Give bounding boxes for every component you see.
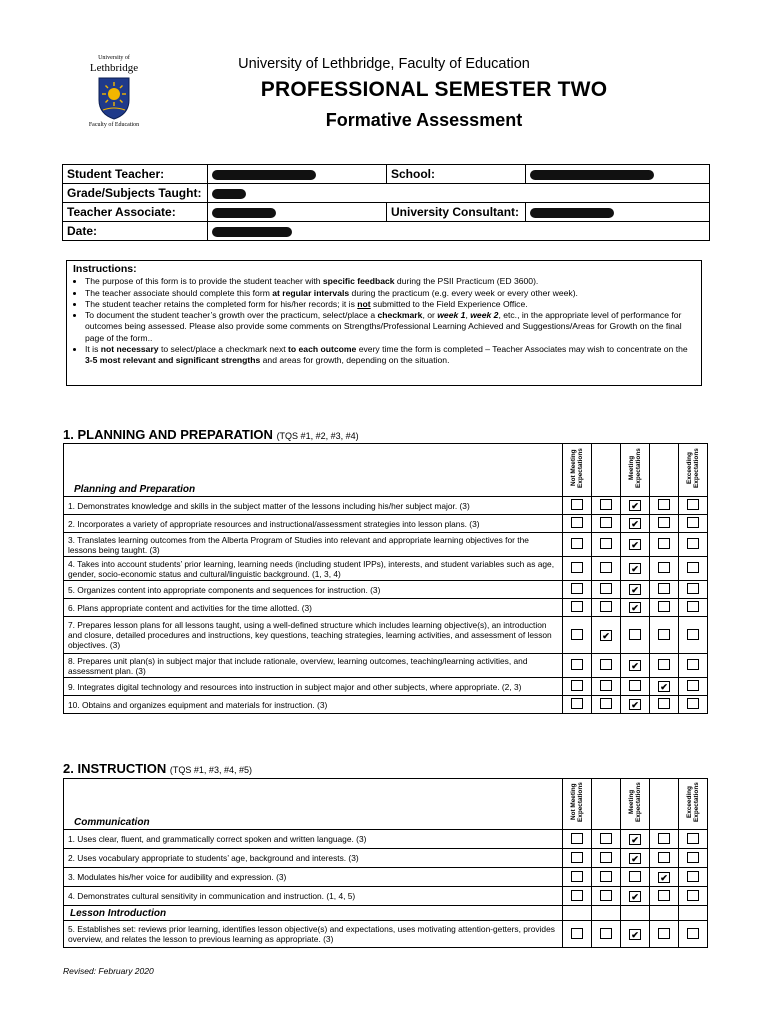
instruction-text: , — [465, 310, 471, 321]
rating-cell — [679, 557, 708, 581]
rating-cell — [679, 696, 708, 714]
instruction-text: to select/place a checkmark next — [158, 344, 289, 355]
rating-checkbox[interactable] — [571, 928, 583, 939]
date-value[interactable] — [208, 222, 710, 241]
instruction-text: The purpose of this form is to provide the student teacher with — [85, 276, 323, 287]
rating-checkbox[interactable] — [600, 562, 612, 573]
rating-checkbox[interactable] — [571, 871, 583, 882]
rating-cell — [650, 868, 679, 887]
rating-checkbox[interactable] — [600, 852, 612, 863]
column-header-text: Exceeding Expectations — [686, 782, 700, 822]
criterion-text: 4. Takes into account students’ prior learning, learning needs (including student IPPs), interests, and student variables such as age, gender, socio-economic status and cultural/linguistic background. (1, 3, 4) — [64, 557, 563, 581]
logo-text-lethbridge: Lethbridge — [89, 62, 139, 74]
rating-checkbox-checked[interactable]: ✔ — [629, 660, 641, 671]
criterion-text: 5. Establishes set: reviews prior learning, identifies lesson objective(s) and expectations, uses motivating attention-getters, provides overview, and relates the lesson to previous learning as appropriate. (3) — [64, 921, 563, 948]
rating-cell — [679, 533, 708, 557]
rating-cell — [650, 654, 679, 678]
column-header-blank — [650, 444, 679, 497]
column-header-exceeding — [679, 444, 708, 497]
rating-checkbox-checked[interactable]: ✔ — [658, 681, 670, 692]
table-row — [64, 497, 708, 515]
criterion-text: 7. Prepares lesson plans for all lessons taught, using a well-defined structure which includes learning objective(s), an introduction and closure, detailed procedures and instructions, key questions, teaching strategies, learning activities, and assessment of lesson objectives. (3) — [64, 617, 563, 654]
rating-checkbox[interactable] — [629, 871, 641, 882]
rating-checkbox[interactable] — [687, 928, 699, 939]
rating-cell — [679, 678, 708, 696]
rating-checkbox[interactable] — [658, 538, 670, 549]
rating-checkbox[interactable] — [600, 583, 612, 594]
rating-checkbox[interactable] — [658, 659, 670, 670]
column-header-meeting — [621, 779, 650, 830]
instruction-text: checkmark — [377, 310, 423, 321]
criterion-text: 3. Translates learning outcomes from the Alberta Program of Studies into relevant and appropriate learning objectives for the lessons being taught. (3) — [64, 533, 563, 557]
rating-cell — [563, 581, 592, 599]
rating-cell — [592, 830, 621, 849]
rating-cell — [621, 515, 650, 533]
rating-checkbox[interactable] — [571, 680, 583, 691]
rating-cell — [592, 617, 621, 654]
rating-checkbox[interactable] — [687, 871, 699, 882]
instruction-item — [85, 288, 695, 299]
instruction-text: 3-5 most relevant and significant strengths — [85, 355, 261, 366]
rubric-header-label: Communication — [74, 817, 150, 828]
rating-cell — [679, 617, 708, 654]
rating-checkbox[interactable] — [571, 698, 583, 709]
rating-cell — [621, 557, 650, 581]
rating-cell — [621, 887, 650, 906]
rating-cell — [563, 921, 592, 948]
rating-cell — [621, 921, 650, 948]
column-header-exceeding — [679, 779, 708, 830]
criterion-text: 6. Plans appropriate content and activities for the time allotted. (3) — [64, 599, 563, 617]
criterion-text: 5. Organizes content into appropriate components and sequences for instruction. (3) — [64, 581, 563, 599]
rating-cell — [563, 678, 592, 696]
rating-cell — [621, 696, 650, 714]
instruction-text: week 2 — [470, 310, 499, 321]
table-row — [64, 617, 708, 654]
instruction-item — [85, 344, 695, 367]
rating-cell — [679, 497, 708, 515]
rating-cell — [592, 533, 621, 557]
table-row — [64, 557, 708, 581]
instruction-text: specific feedback — [322, 276, 395, 287]
rating-checkbox-checked[interactable]: ✔ — [658, 872, 670, 883]
rating-cell — [679, 599, 708, 617]
rating-checkbox-checked[interactable]: ✔ — [629, 500, 641, 511]
criterion-text: 1. Demonstrates knowledge and skills in the subject matter of the lessons including his/her subject major. (3) — [64, 497, 563, 515]
instruction-item — [85, 299, 695, 310]
rating-checkbox[interactable] — [687, 698, 699, 709]
criterion-text: 9. Integrates digital technology and resources into instruction in subject major and other subjects, where appropriate. (2, 3) — [64, 678, 563, 696]
section-1-heading: 1. PLANNING AND PREPARATION — [63, 427, 273, 442]
instruction-text: not — [357, 298, 371, 309]
rating-cell — [621, 654, 650, 678]
subheader-row — [64, 906, 708, 921]
table-row — [64, 696, 708, 714]
rating-checkbox[interactable] — [571, 833, 583, 844]
section-2-tqs: (TQS #1, #3, #4, #5) — [169, 765, 252, 775]
rating-cell — [592, 696, 621, 714]
instruction-text: to each outcome — [288, 344, 357, 355]
criterion-text: 1. Uses clear, fluent, and grammatically correct spoken and written language. (3) — [64, 830, 563, 849]
rating-cell — [621, 599, 650, 617]
rating-checkbox[interactable] — [600, 871, 612, 882]
column-header-text: Not Meeting Expectations — [570, 448, 584, 488]
rating-cell — [563, 868, 592, 887]
rating-checkbox[interactable] — [687, 659, 699, 670]
table-row — [64, 678, 708, 696]
rating-cell — [563, 617, 592, 654]
column-header-not-meeting — [563, 444, 592, 497]
school-value[interactable] — [526, 165, 710, 184]
rating-checkbox[interactable] — [600, 698, 612, 709]
instruction-text: not necessary — [100, 344, 159, 355]
subheader-label: Lesson Introduction — [70, 907, 167, 919]
rating-cell — [563, 533, 592, 557]
rating-cell — [650, 830, 679, 849]
column-header-not-meeting — [563, 779, 592, 830]
rating-cell — [621, 868, 650, 887]
rating-cell — [563, 654, 592, 678]
section-2-heading: 2. INSTRUCTION — [63, 761, 167, 776]
instruction-text: To document the student teacher’s growth over the practicum, select/place a — [85, 310, 378, 321]
planning-rubric-table — [63, 443, 708, 714]
rating-cell — [679, 830, 708, 849]
redacted-mark — [530, 208, 614, 218]
rating-cell — [679, 515, 708, 533]
rating-checkbox-checked[interactable]: ✔ — [629, 834, 641, 845]
rating-checkbox[interactable] — [600, 499, 612, 510]
rating-checkbox[interactable] — [600, 928, 612, 939]
rating-checkbox-checked[interactable]: ✔ — [629, 584, 641, 595]
redacted-mark — [212, 208, 276, 218]
section-1-tqs: (TQS #1, #2, #3, #4) — [276, 431, 359, 441]
rating-cell — [621, 830, 650, 849]
rating-cell — [650, 696, 679, 714]
rating-cell — [621, 849, 650, 868]
student-info-table — [62, 164, 710, 241]
revision-note: Revised: February 2020 — [63, 966, 154, 976]
rating-checkbox[interactable] — [658, 698, 670, 709]
column-header-text: Meeting Expectations — [628, 448, 642, 488]
rating-checkbox[interactable] — [687, 583, 699, 594]
rating-checkbox[interactable] — [658, 890, 670, 901]
instructions-list — [73, 276, 695, 366]
redacted-mark — [212, 227, 292, 237]
column-header-blank — [592, 444, 621, 497]
rating-checkbox[interactable] — [571, 852, 583, 863]
rating-cell — [650, 557, 679, 581]
table-row — [64, 830, 708, 849]
instruction-text: The teacher associate should complete this form — [85, 287, 273, 298]
table-row — [64, 515, 708, 533]
redacted-mark — [212, 170, 316, 180]
university-consultant-value[interactable] — [526, 203, 710, 222]
rating-checkbox[interactable] — [687, 629, 699, 640]
rating-cell — [650, 849, 679, 868]
table-row — [64, 921, 708, 948]
rating-checkbox-checked[interactable]: ✔ — [629, 891, 641, 902]
rating-checkbox[interactable] — [658, 629, 670, 640]
rating-cell — [679, 921, 708, 948]
rating-checkbox[interactable] — [687, 499, 699, 510]
rating-cell — [650, 617, 679, 654]
page-title: PROFESSIONAL SEMESTER TWO — [260, 78, 608, 101]
rating-cell-empty — [592, 906, 621, 921]
instructions-box — [66, 260, 702, 386]
table-row — [64, 654, 708, 678]
rating-checkbox[interactable] — [600, 833, 612, 844]
rating-cell — [679, 849, 708, 868]
date-label: Date: — [63, 222, 208, 241]
column-header-text: Not Meeting Expectations — [570, 782, 584, 822]
rating-cell-empty — [650, 906, 679, 921]
rating-cell — [563, 497, 592, 515]
rating-checkbox[interactable] — [629, 629, 641, 640]
rating-checkbox[interactable] — [571, 890, 583, 901]
criterion-text: 2. Incorporates a variety of appropriate resources and instructional/assessment strategies into lesson plans. (3) — [64, 515, 563, 533]
rating-checkbox[interactable] — [571, 583, 583, 594]
rating-checkbox[interactable] — [600, 538, 612, 549]
table-row — [64, 868, 708, 887]
instruction-text: submitted to the Field Experience Office. — [370, 298, 528, 309]
rating-cell-empty — [679, 906, 708, 921]
student-teacher-label: Student Teacher: — [63, 165, 208, 184]
rating-cell — [592, 868, 621, 887]
rating-checkbox[interactable] — [658, 562, 670, 573]
column-header-blank — [592, 779, 621, 830]
rating-cell — [679, 581, 708, 599]
rubric-header-label-cell — [64, 444, 563, 497]
redacted-mark — [530, 170, 654, 180]
rating-checkbox-checked[interactable]: ✔ — [629, 539, 641, 550]
redacted-mark — [212, 189, 246, 199]
rating-checkbox-checked[interactable]: ✔ — [629, 699, 641, 710]
table-row — [64, 887, 708, 906]
rating-checkbox[interactable] — [600, 601, 612, 612]
rating-checkbox-checked[interactable]: ✔ — [629, 602, 641, 613]
rating-cell — [650, 887, 679, 906]
rating-checkbox[interactable] — [687, 833, 699, 844]
rating-checkbox[interactable] — [600, 517, 612, 528]
rating-cell — [563, 830, 592, 849]
rating-checkbox[interactable] — [571, 659, 583, 670]
rating-cell — [592, 557, 621, 581]
rating-cell — [650, 581, 679, 599]
rating-cell — [621, 533, 650, 557]
rating-cell-empty — [621, 906, 650, 921]
rating-checkbox[interactable] — [687, 517, 699, 528]
rating-cell — [592, 887, 621, 906]
rubric-header-row — [64, 779, 708, 830]
rating-cell — [563, 696, 592, 714]
instruction-text: week 1 — [437, 310, 466, 321]
rating-cell — [563, 887, 592, 906]
rating-checkbox[interactable] — [571, 629, 583, 640]
rating-cell — [592, 678, 621, 696]
column-header-meeting — [621, 444, 650, 497]
student-teacher-value[interactable] — [208, 165, 387, 184]
section-1-title — [63, 427, 359, 442]
rating-checkbox[interactable] — [571, 538, 583, 549]
rating-checkbox[interactable] — [687, 562, 699, 573]
rating-checkbox-checked[interactable]: ✔ — [629, 518, 641, 529]
rating-cell — [621, 617, 650, 654]
rating-checkbox[interactable] — [658, 852, 670, 863]
rating-cell — [592, 581, 621, 599]
criterion-text: 10. Obtains and organizes equipment and materials for instruction. (3) — [64, 696, 563, 714]
institution-name: University of Lethbridge, Faculty of Education — [238, 56, 530, 72]
rating-checkbox-checked[interactable]: ✔ — [629, 929, 641, 940]
criterion-text: 8. Prepares unit plan(s) in subject major that include rationale, overview, learning outcomes, teaching/learning activities, and assessment plan. (3) — [64, 654, 563, 678]
rating-checkbox[interactable] — [658, 499, 670, 510]
rating-cell — [563, 557, 592, 581]
rating-checkbox[interactable] — [658, 517, 670, 528]
rating-cell — [621, 581, 650, 599]
logo-text-faculty: Faculty of Education — [88, 122, 140, 128]
teacher-associate-value[interactable] — [208, 203, 387, 222]
rating-checkbox[interactable] — [571, 499, 583, 510]
rating-cell — [650, 497, 679, 515]
rating-checkbox-checked[interactable]: ✔ — [629, 853, 641, 864]
rating-checkbox[interactable] — [687, 890, 699, 901]
rating-cell — [592, 515, 621, 533]
rubric-header-label-cell — [64, 779, 563, 830]
teacher-associate-label: Teacher Associate: — [63, 203, 208, 222]
instruction-text: and areas for growth, depending on the situation. — [260, 355, 450, 366]
rating-cell — [650, 599, 679, 617]
table-row — [64, 533, 708, 557]
rating-cell — [621, 497, 650, 515]
rating-cell — [650, 515, 679, 533]
rating-checkbox[interactable] — [658, 833, 670, 844]
criterion-text: 2. Uses vocabulary appropriate to students’ age, background and interests. (3) — [64, 849, 563, 868]
rubric-header-label: Planning and Preparation — [74, 484, 196, 495]
instruction-text: , or — [422, 310, 438, 321]
rating-cell — [592, 921, 621, 948]
rating-cell — [592, 497, 621, 515]
rating-checkbox[interactable] — [687, 852, 699, 863]
rating-checkbox[interactable] — [687, 538, 699, 549]
university-consultant-label: University Consultant: — [387, 203, 526, 222]
rating-checkbox-checked[interactable]: ✔ — [629, 563, 641, 574]
rating-checkbox[interactable] — [571, 517, 583, 528]
rating-checkbox[interactable] — [600, 659, 612, 670]
rating-cell — [592, 654, 621, 678]
subheader-cell — [64, 906, 563, 921]
criterion-text: 3. Modulates his/her voice for audibility and expression. (3) — [64, 868, 563, 887]
rating-checkbox-checked[interactable]: ✔ — [600, 630, 612, 641]
instruction-rubric-table — [63, 778, 708, 948]
rating-cell — [679, 887, 708, 906]
rating-cell — [563, 515, 592, 533]
section-2-title — [63, 761, 252, 776]
rating-cell-empty — [563, 906, 592, 921]
rating-cell — [563, 599, 592, 617]
instruction-text: during the PSII Practicum (ED 3600). — [394, 276, 539, 287]
rating-checkbox[interactable] — [658, 583, 670, 594]
rating-cell — [650, 533, 679, 557]
instruction-text: It is — [85, 344, 101, 355]
rating-cell — [650, 678, 679, 696]
rating-cell — [592, 849, 621, 868]
rating-checkbox[interactable] — [658, 928, 670, 939]
rating-cell — [679, 654, 708, 678]
criterion-text: 4. Demonstrates cultural sensitivity in communication and instruction. (1, 4, 5) — [64, 887, 563, 906]
logo-text-university-of: University of — [98, 55, 130, 61]
rating-checkbox[interactable] — [658, 601, 670, 612]
instruction-text: , etc., in the appropriate level of performance for outcomes being assessed. Please also provide some comments on Strengths/Professional Learning Achieved and Suggestions/Areas for Growth on the final page of the form.. — [85, 310, 682, 343]
instruction-text: The student teacher retains the completed form for his/her records; it is — [85, 298, 358, 309]
table-row — [64, 849, 708, 868]
grade-subjects-label: Grade/Subjects Taught: — [63, 184, 208, 203]
rating-cell — [650, 921, 679, 948]
rating-checkbox[interactable] — [600, 890, 612, 901]
column-header-blank — [650, 779, 679, 830]
rating-cell — [621, 678, 650, 696]
rating-cell — [592, 599, 621, 617]
page-subtitle: Formative Assessment — [325, 110, 523, 130]
rating-checkbox[interactable] — [629, 680, 641, 691]
rating-checkbox[interactable] — [687, 680, 699, 691]
instruction-text: every time the form is completed – Teacher Associates may wish to concentrate on the — [356, 344, 688, 355]
instruction-item — [85, 276, 695, 287]
rating-checkbox[interactable] — [687, 601, 699, 612]
rating-checkbox[interactable] — [571, 562, 583, 573]
table-row — [64, 599, 708, 617]
school-label: School: — [387, 165, 526, 184]
rubric-header-row — [64, 444, 708, 497]
rating-checkbox[interactable] — [571, 601, 583, 612]
instructions-title: Instructions: — [73, 263, 137, 275]
column-header-text: Meeting Expectations — [628, 782, 642, 822]
instruction-text: during the practicum (e.g. every week or every other week). — [349, 287, 578, 298]
rating-cell — [679, 868, 708, 887]
table-row — [64, 581, 708, 599]
rating-checkbox[interactable] — [600, 680, 612, 691]
column-header-text: Exceeding Expectations — [686, 448, 700, 488]
instruction-text: at regular intervals — [272, 287, 350, 298]
rating-cell — [563, 849, 592, 868]
instruction-item — [85, 310, 695, 344]
grade-subjects-value[interactable] — [208, 184, 710, 203]
